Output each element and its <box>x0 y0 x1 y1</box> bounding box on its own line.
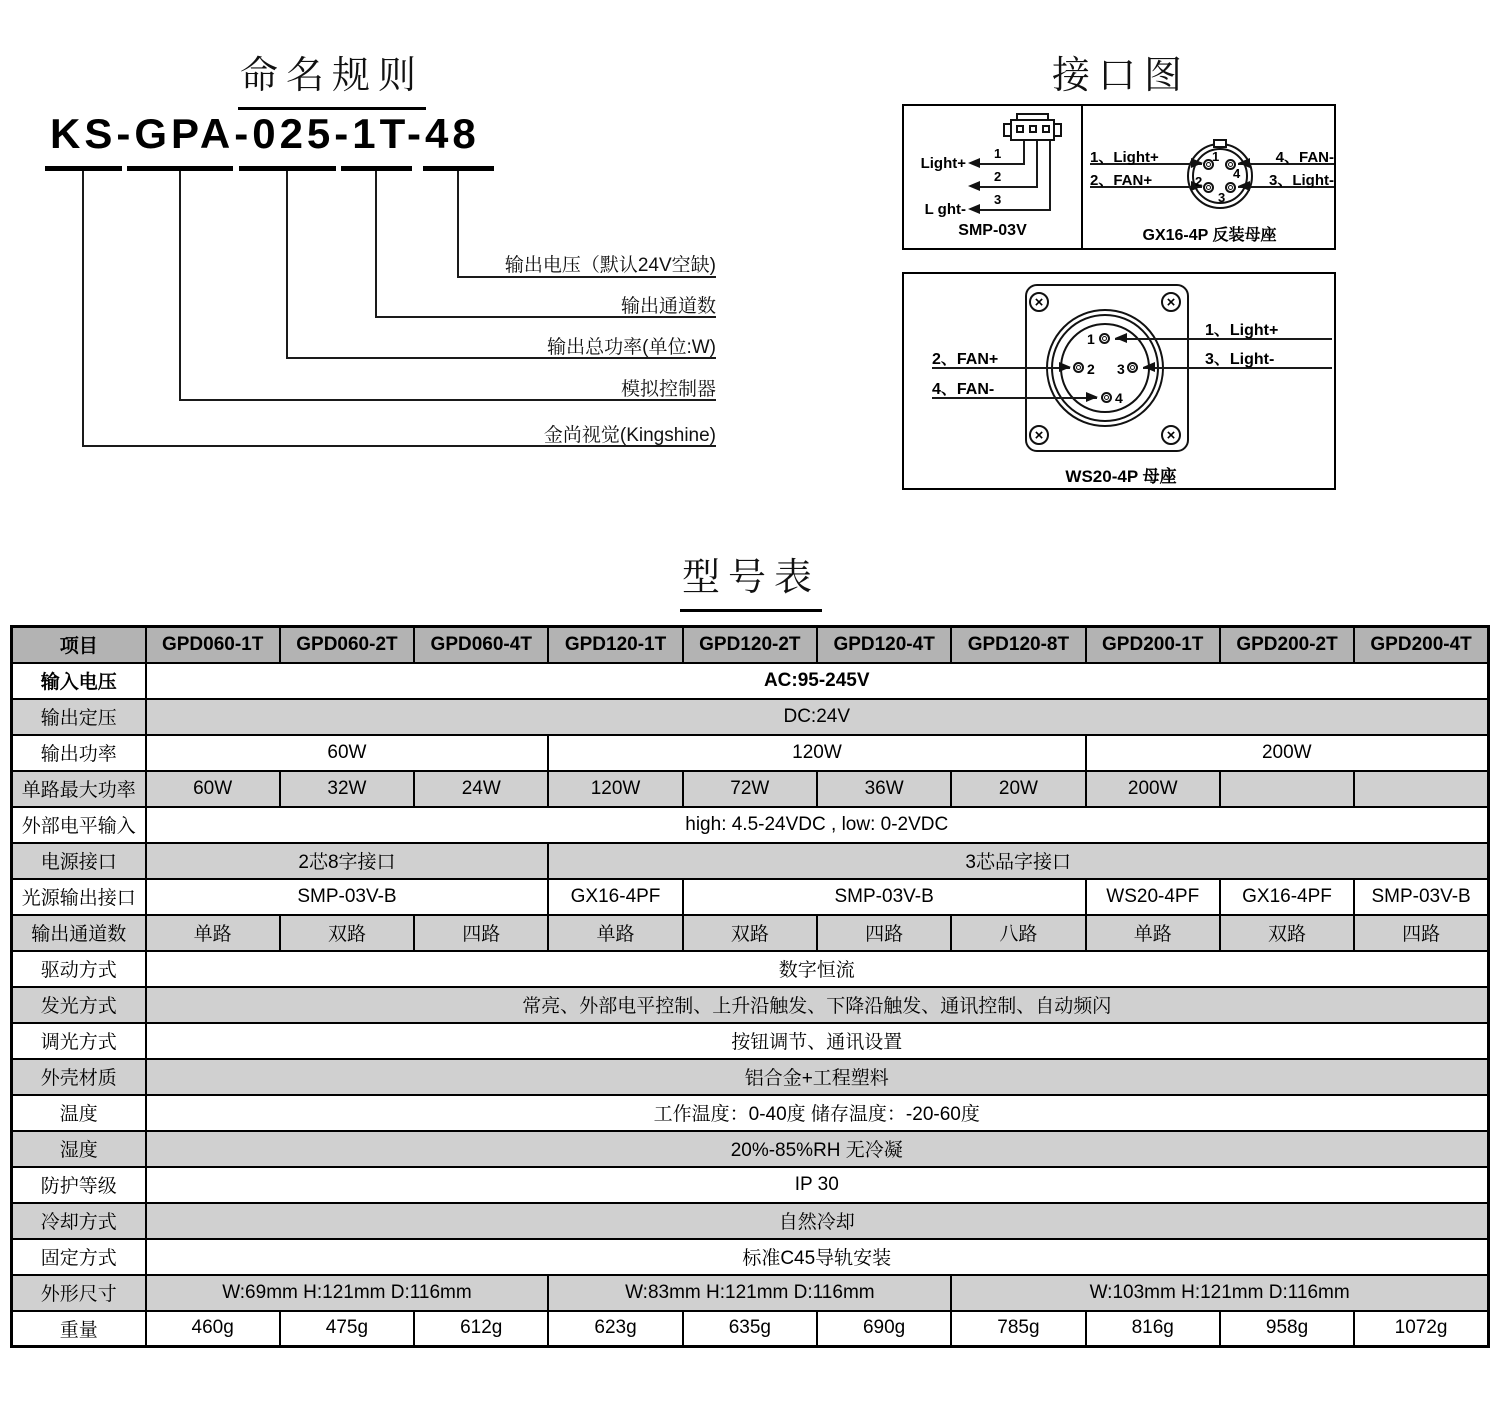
arrow-left-icon <box>1143 362 1155 372</box>
spec-cell: 72W <box>683 771 817 807</box>
arrow-left-icon <box>968 181 980 191</box>
table-row <box>12 1275 1489 1311</box>
table-row <box>12 1203 1489 1239</box>
naming-label-brand: 金尚视觉(Kingshine) <box>543 425 716 446</box>
spec-cell: AC:95-245V <box>146 663 1489 699</box>
screw-icon: × <box>1161 425 1181 445</box>
ws20-label: 3、Light- <box>1205 351 1275 368</box>
spec-cell: 475g <box>280 1311 414 1347</box>
gx16-pin <box>1225 182 1236 193</box>
gx16-label: 3、Light- <box>1269 172 1334 189</box>
table-row <box>12 915 1489 951</box>
spec-cell: IP 30 <box>146 1167 1489 1203</box>
spec-cell: W:103mm H:121mm D:116mm <box>951 1275 1488 1311</box>
gx16-pin-number: 2 <box>1195 174 1203 189</box>
connector-box-top <box>902 104 1336 250</box>
spec-cell: W:83mm H:121mm D:116mm <box>548 1275 951 1311</box>
spec-cell: 工作温度：0-40度 储存温度：-20-60度 <box>146 1095 1489 1131</box>
gx16-label: 2、FAN+ <box>1090 172 1153 189</box>
ws20-pin <box>1127 362 1138 373</box>
gx16-pin-number: 1 <box>1212 149 1220 164</box>
spec-cell: 20%-85%RH 无冷凝 <box>146 1131 1489 1167</box>
table-row <box>12 987 1489 1023</box>
column-header: GPD200-1T <box>1086 627 1220 663</box>
arrow-left-icon <box>968 204 980 214</box>
column-header: GPD200-2T <box>1220 627 1354 663</box>
corner-header: 项目 <box>12 627 146 663</box>
spec-cell: 单路 <box>548 915 682 951</box>
table-row <box>12 1311 1489 1347</box>
smp-pin-number: 2 <box>994 169 1002 184</box>
row-label: 驱动方式 <box>12 951 146 987</box>
smp-pin-number: 3 <box>994 192 1002 207</box>
row-label: 外部电平输入 <box>12 807 146 843</box>
wire <box>1036 141 1038 187</box>
row-label: 输出功率 <box>12 735 146 771</box>
row-label: 外形尺寸 <box>12 1275 146 1311</box>
spec-cell: 按钮调节、通讯设置 <box>146 1023 1489 1059</box>
wire <box>980 163 1025 165</box>
smp-pin-label: Light+ <box>920 155 966 172</box>
wire <box>980 209 1051 211</box>
smp-connector-icon <box>1016 125 1024 133</box>
spec-cell: high: 4.5-24VDC , low: 0-2VDC <box>146 807 1489 843</box>
spec-cell: 958g <box>1220 1311 1354 1347</box>
wire <box>980 186 1038 188</box>
row-label: 输出定压 <box>12 699 146 735</box>
smp-connector-icon <box>1003 123 1012 137</box>
row-label: 重量 <box>12 1311 146 1347</box>
spec-cell <box>1354 771 1488 807</box>
column-header: GPD120-2T <box>683 627 817 663</box>
spec-cell: 32W <box>280 771 414 807</box>
spec-table-title: 型号表 <box>680 546 822 612</box>
row-label: 电源接口 <box>12 843 146 879</box>
spec-cell: 数字恒流 <box>146 951 1489 987</box>
row-label: 外壳材质 <box>12 1059 146 1095</box>
spec-cell: 24W <box>414 771 548 807</box>
gx16-pin-number: 4 <box>1233 166 1241 181</box>
spec-cell: 自然冷却 <box>146 1203 1489 1239</box>
row-label: 调光方式 <box>12 1023 146 1059</box>
arrow-left-icon <box>1115 333 1127 343</box>
spec-cell: 双路 <box>683 915 817 951</box>
smp-connector-icon <box>1042 125 1050 133</box>
table-row <box>12 663 1489 699</box>
spec-cell: 460g <box>146 1311 280 1347</box>
smp-pin-number: 1 <box>994 146 1002 161</box>
spec-cell: GX16-4PF <box>1220 879 1354 915</box>
row-label: 光源输出接口 <box>12 879 146 915</box>
spec-cell: 1072g <box>1354 1311 1488 1347</box>
row-label: 发光方式 <box>12 987 146 1023</box>
spec-cell: 八路 <box>951 915 1085 951</box>
arrow-right-icon <box>1086 392 1098 402</box>
table-row <box>12 807 1489 843</box>
spec-cell: 2芯8字接口 <box>146 843 549 879</box>
spec-cell: SMP-03V-B <box>1354 879 1488 915</box>
table-row <box>12 1059 1489 1095</box>
spec-cell: 20W <box>951 771 1085 807</box>
ws20-pin <box>1073 362 1084 373</box>
spec-cell: SMP-03V-B <box>146 879 549 915</box>
ws20-pin-number: 1 <box>1087 331 1095 347</box>
screw-icon: × <box>1029 425 1049 445</box>
spec-cell: 四路 <box>414 915 548 951</box>
spec-cell: 四路 <box>1354 915 1488 951</box>
table-row <box>12 1095 1489 1131</box>
row-label: 固定方式 <box>12 1239 146 1275</box>
spec-cell: 785g <box>951 1311 1085 1347</box>
wire <box>1049 141 1051 210</box>
spec-cell: 120W <box>548 771 682 807</box>
spec-cell: GX16-4PF <box>548 879 682 915</box>
spec-cell: 单路 <box>1086 915 1220 951</box>
spec-cell: 3芯品字接口 <box>548 843 1488 879</box>
naming-label-analog-ctrl: 模拟控制器 <box>620 379 716 400</box>
gx16-pin <box>1203 182 1214 193</box>
spec-cell: 60W <box>146 771 280 807</box>
column-header: GPD120-8T <box>951 627 1085 663</box>
row-label: 单路最大功率 <box>12 771 146 807</box>
row-label: 防护等级 <box>12 1167 146 1203</box>
gx16-label: 4、FAN- <box>1275 149 1334 166</box>
callout-line <box>286 171 288 358</box>
naming-title: 命名规则 <box>238 44 426 110</box>
ws20-label: 2、FAN+ <box>932 351 999 368</box>
ws20-pin-number: 4 <box>1115 390 1123 406</box>
table-row <box>12 699 1489 735</box>
row-label: 输入电压 <box>12 663 146 699</box>
spec-cell: DC:24V <box>146 699 1489 735</box>
spec-cell: 双路 <box>1220 915 1354 951</box>
ws20-label: 4、FAN- <box>932 381 995 398</box>
ws20-pin-number: 2 <box>1087 361 1095 377</box>
gx16-caption: GX16-4P 反装母座 <box>1142 227 1277 244</box>
spec-cell: SMP-03V-B <box>683 879 1086 915</box>
table-row <box>12 1023 1489 1059</box>
gx16-label: 1、Light+ <box>1090 149 1159 166</box>
spec-cell: 标准C45导轨安装 <box>146 1239 1489 1275</box>
screw-icon: × <box>1161 292 1181 312</box>
column-header: GPD060-2T <box>280 627 414 663</box>
spec-cell: 623g <box>548 1311 682 1347</box>
row-label: 输出通道数 <box>12 915 146 951</box>
table-row <box>12 735 1489 771</box>
column-header: GPD120-1T <box>548 627 682 663</box>
table-row <box>12 879 1489 915</box>
column-header: GPD120-4T <box>817 627 951 663</box>
spec-cell: 单路 <box>146 915 280 951</box>
spec-cell: 635g <box>683 1311 817 1347</box>
spec-cell: 120W <box>548 735 1085 771</box>
spec-cell: 690g <box>817 1311 951 1347</box>
table-row <box>12 771 1489 807</box>
table-row <box>12 843 1489 879</box>
interface-title: 接口图 <box>1050 44 1192 110</box>
spec-cell: WS20-4PF <box>1086 879 1220 915</box>
naming-label-output-voltage: 输出电压（默认24V空缺) <box>504 255 716 276</box>
gx16-pin-number: 3 <box>1218 190 1226 205</box>
smp-connector-icon <box>1053 123 1062 137</box>
ws20-pin <box>1099 333 1110 344</box>
table-row <box>12 951 1489 987</box>
spec-table <box>10 625 1490 1348</box>
spec-cell: 铝合金+工程塑料 <box>146 1059 1489 1095</box>
spec-cell: W:69mm H:121mm D:116mm <box>146 1275 549 1311</box>
arrow-right-icon <box>1059 362 1071 372</box>
spec-cell: 36W <box>817 771 951 807</box>
screw-icon: × <box>1029 292 1049 312</box>
spec-cell: 常亮、外部电平控制、上升沿触发、下降沿触发、通讯控制、自动频闪 <box>146 987 1489 1023</box>
smp-caption: SMP-03V <box>958 222 1027 239</box>
spec-cell: 60W <box>146 735 549 771</box>
row-label: 湿度 <box>12 1131 146 1167</box>
table-header-row <box>12 627 1489 663</box>
row-label: 冷却方式 <box>12 1203 146 1239</box>
spec-cell: 双路 <box>280 915 414 951</box>
model-number: KS-GPA-025-1T-48 <box>50 110 480 157</box>
spec-cell <box>1220 771 1354 807</box>
column-header: GPD060-4T <box>414 627 548 663</box>
connector-box-ws20 <box>902 272 1336 490</box>
arrow-left-icon <box>1238 181 1250 191</box>
spec-cell: 200W <box>1086 735 1489 771</box>
spec-cell: 612g <box>414 1311 548 1347</box>
spec-cell: 200W <box>1086 771 1220 807</box>
naming-label-channel-count: 输出通道数 <box>620 296 716 317</box>
gx16-key-notch <box>1213 139 1227 148</box>
ws20-caption: WS20-4P 母座 <box>1065 467 1177 486</box>
ws20-label: 1、Light+ <box>1205 322 1279 339</box>
smp-connector-icon <box>1029 125 1037 133</box>
column-header: GPD200-4T <box>1354 627 1488 663</box>
table-row <box>12 1131 1489 1167</box>
ws20-pin <box>1101 392 1112 403</box>
table-row <box>12 1239 1489 1275</box>
ws20-pin-number: 3 <box>1117 361 1125 377</box>
arrow-left-icon <box>968 158 980 168</box>
callout-line <box>82 171 84 446</box>
spec-cell: 816g <box>1086 1311 1220 1347</box>
wire <box>1023 141 1025 164</box>
smp-pin-label: L ght- <box>924 201 966 218</box>
naming-label-total-power: 输出总功率(单位:W) <box>547 337 716 358</box>
table-row <box>12 1167 1489 1203</box>
arrow-right-icon <box>1191 158 1203 168</box>
column-header: GPD060-1T <box>146 627 280 663</box>
callout-line <box>179 171 181 400</box>
spec-cell: 四路 <box>817 915 951 951</box>
row-label: 温度 <box>12 1095 146 1131</box>
